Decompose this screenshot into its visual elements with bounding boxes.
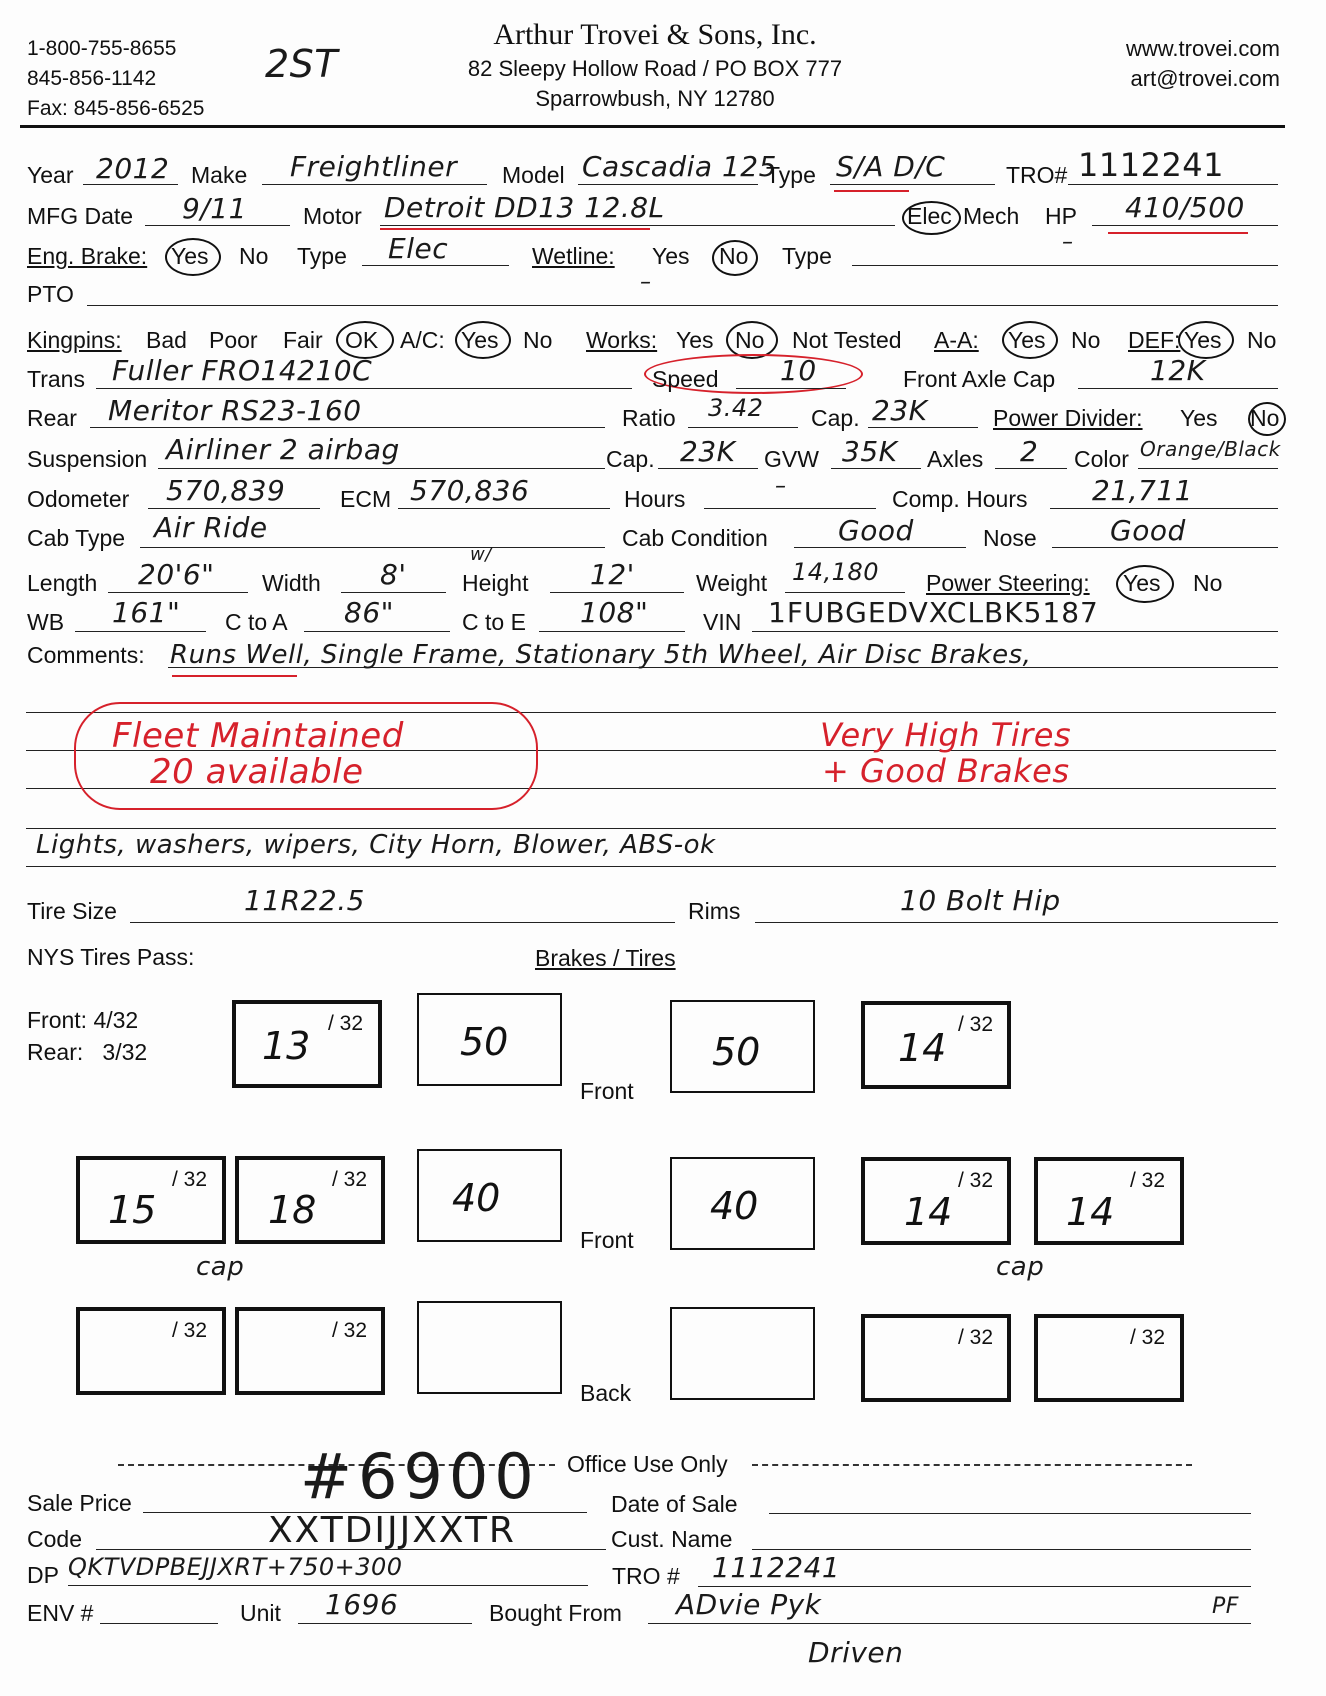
hp-label: HP [1045, 203, 1077, 229]
code-label: Code [27, 1526, 82, 1552]
works-not-tested: Not Tested [792, 327, 902, 353]
vin-value: 1FUBGEDVXCLBK5187 [768, 596, 1099, 629]
color-label: Color [1074, 446, 1129, 472]
trans-value: Fuller FRO14210C [112, 354, 373, 387]
kingpins-label: Kingpins: [27, 327, 122, 353]
email-link[interactable]: art@trovei.com [1130, 66, 1280, 91]
year-label: Year [27, 162, 74, 188]
fax: Fax: 845-856-6525 [27, 97, 205, 120]
axles-label: Axles [927, 446, 984, 472]
mech-label: Mech [963, 203, 1020, 229]
year-value: 2012 [96, 152, 170, 185]
tire-mid-1-value: 15 [108, 1188, 157, 1232]
wb-value: 161" [112, 596, 181, 629]
tire-front-right-value: 14 [898, 1026, 947, 1070]
eng-brake-type-label: Type [297, 243, 347, 269]
mfg-date-value: 9/11 [182, 192, 247, 225]
nose-value: Good [1110, 514, 1186, 547]
hp-value: 410/500 [1125, 191, 1245, 224]
header-divider [20, 125, 1285, 128]
width-label: Width [262, 570, 321, 596]
per32-label: / 32 [172, 1168, 208, 1191]
axles-value: 2 [1020, 435, 1039, 468]
c-to-a-value: 86" [344, 596, 395, 629]
wetline-label: Wetline: [532, 243, 615, 269]
kingpins-fair: Fair [283, 327, 323, 353]
bought-from-value: ADvie Pyk [676, 1588, 822, 1621]
brake-box-back-left [417, 1301, 562, 1394]
comments-line-2: Lights, washers, wipers, City Horn, Blower, ABS-ok [36, 830, 716, 860]
model-value: Cascadia 125 [582, 150, 777, 183]
eng-brake-yes: Yes [171, 243, 209, 269]
suspension-label: Suspension [27, 446, 148, 472]
works-yes: Yes [676, 327, 714, 353]
kingpins-bad: Bad [146, 327, 187, 353]
elec-label: Elec [907, 203, 952, 229]
wb-label: WB [27, 609, 65, 635]
per32-label: / 32 [328, 1012, 364, 1035]
comments-line-1: Runs Well, Single Frame, Stationary 5th Wheel, Air Disc Brakes, [170, 640, 1032, 670]
brake-mid-left-value: 40 [452, 1176, 501, 1220]
hours-value: – [775, 474, 787, 499]
cab-condition-value: Good [838, 514, 914, 547]
pf-note: PF [1212, 1594, 1239, 1619]
height-note: w/ [470, 544, 492, 565]
red-note-20-available: 20 available [150, 752, 364, 792]
ac-yes: Yes [461, 327, 499, 353]
per32-label: / 32 [172, 1319, 208, 1342]
per32-label: / 32 [958, 1169, 994, 1192]
trans-label: Trans [27, 366, 85, 392]
kingpins-poor: Poor [209, 327, 258, 353]
front-axle-cap-label: Front Axle Cap [903, 366, 1056, 392]
website-link[interactable]: www.trovei.com [1125, 36, 1280, 61]
web-block [1126, 34, 1280, 94]
gvw-label: GVW [764, 446, 819, 472]
front-pass-rule: Front: 4/32 [27, 1007, 139, 1033]
front-axle-cap-value: 12K [1150, 354, 1206, 387]
weight-value: 14,180 [792, 558, 879, 586]
cab-condition-label: Cab Condition [622, 525, 768, 551]
aa-no: No [1071, 327, 1101, 353]
c-to-e-value: 108" [580, 596, 649, 629]
brake-front-right-value: 50 [712, 1030, 761, 1074]
tire-size-value: 11R22.5 [244, 884, 365, 917]
power-divider-no: No [1250, 405, 1280, 431]
ratio-label: Ratio [622, 405, 676, 431]
red-note-fleet-maintained: Fleet Maintained [112, 716, 404, 756]
power-divider-label: Power Divider: [993, 405, 1143, 431]
code-value: XXTDIJJXXTR [268, 1510, 516, 1551]
brake-front-left-value: 50 [460, 1020, 509, 1064]
power-steering-yes: Yes [1123, 570, 1161, 596]
speed-value: 10 [780, 354, 817, 387]
per32-label: / 32 [1130, 1169, 1166, 1192]
front-label-1: Front [580, 1078, 634, 1104]
def-label: DEF: [1128, 327, 1181, 353]
eng-brake-label: Eng. Brake: [27, 243, 148, 269]
comp-hours-value: 21,711 [1092, 474, 1193, 507]
weight-label: Weight [696, 570, 768, 596]
odometer-value: 570,839 [166, 474, 286, 507]
wetline-yes: Yes [652, 243, 690, 269]
power-divider-yes: Yes [1180, 405, 1218, 431]
ecm-label: ECM [340, 486, 392, 512]
tire-front-left-value: 13 [262, 1024, 311, 1068]
ac-label: A/C: [400, 327, 445, 353]
sale-price-label: Sale Price [27, 1490, 132, 1516]
dp-value: QKTVDPBEJJXRT+750+300 [68, 1553, 403, 1581]
company-name: Arthur Trovei & Sons, Inc. [493, 18, 817, 51]
works-label: Works: [586, 327, 658, 353]
c-to-a-label: C to A [225, 609, 288, 635]
per32-label: / 32 [332, 1319, 368, 1342]
rear-cap-label: Cap. [811, 405, 860, 431]
height-label: Height [462, 570, 529, 596]
per32-label: / 32 [958, 1013, 994, 1036]
make-value: Freightliner [290, 150, 458, 183]
tro-label: TRO# [1006, 162, 1068, 188]
def-no: No [1247, 327, 1277, 353]
driven-note: Driven [808, 1636, 904, 1669]
height-value: 12' [590, 558, 635, 591]
phone-2: 845-856-1142 [27, 67, 157, 90]
rear-pass-rule: Rear: 3/32 [27, 1039, 148, 1065]
tro-2-value: 1112241 [712, 1551, 841, 1584]
pto-label: PTO [27, 281, 74, 307]
c-to-e-label: C to E [462, 609, 526, 635]
phone-1: 1-800-755-8655 [27, 37, 177, 60]
company-address-1: 82 Sleepy Hollow Road / PO BOX 777 [467, 56, 843, 81]
width-value: 8' [380, 558, 407, 591]
susp-cap-value: 23K [680, 435, 736, 468]
per32-label: / 32 [332, 1168, 368, 1191]
cab-type-value: Air Ride [154, 511, 268, 544]
susp-cap-label: Cap. [606, 446, 655, 472]
ac-no: No [523, 327, 553, 353]
ratio-value: 3.42 [708, 394, 764, 422]
gvw-value: 35K [842, 435, 898, 468]
wetline-type-dash: – [1062, 230, 1074, 255]
unit-value: 1696 [325, 1588, 399, 1621]
brakes-tires-heading: Brakes / Tires [535, 945, 676, 971]
unit-label: Unit [240, 1600, 281, 1626]
company-header [0, 18, 1310, 112]
type-label: Type [766, 162, 816, 188]
make-label: Make [191, 162, 248, 188]
red-note-very-high-tires: Very High Tires [820, 716, 1072, 754]
nys-tires-pass-label: NYS Tires Pass: [27, 944, 195, 970]
speed-label: Speed [652, 366, 719, 392]
comp-hours-label: Comp. Hours [892, 486, 1028, 512]
vin-label: VIN [703, 609, 742, 635]
tire-mid-2-value: 18 [268, 1188, 317, 1232]
works-no: No [735, 327, 765, 353]
kingpins-ok: OK [345, 327, 379, 353]
office-dash-right [752, 1464, 1192, 1466]
power-steering-no: No [1193, 570, 1223, 596]
wetline-type-label: Type [782, 243, 832, 269]
front-label-2: Front [580, 1227, 634, 1253]
motor-label: Motor [303, 203, 362, 229]
rims-label: Rims [688, 898, 741, 924]
office-use-only-label: Office Use Only [567, 1451, 728, 1477]
bought-from-label: Bought From [489, 1600, 622, 1626]
rear-label: Rear [27, 405, 77, 431]
aa-yes: Yes [1008, 327, 1046, 353]
tire-mid-3-value: 14 [904, 1190, 953, 1234]
brake-box-back-right [670, 1307, 815, 1400]
tire-size-label: Tire Size [27, 898, 117, 924]
cust-name-label: Cust. Name [611, 1526, 733, 1552]
length-value: 20'6" [138, 558, 215, 591]
rear-cap-value: 23K [872, 394, 928, 427]
cap-note-left: cap [196, 1252, 245, 1282]
tire-mid-4-value: 14 [1066, 1190, 1115, 1234]
eng-brake-no: No [239, 243, 269, 269]
comments-label: Comments: [27, 642, 145, 668]
color-value: Orange/Black [1140, 437, 1281, 461]
pto-dash: – [640, 270, 652, 295]
cap-note-right: cap [996, 1252, 1045, 1282]
eng-brake-type-value: Elec [388, 232, 449, 265]
per32-label: / 32 [958, 1326, 994, 1349]
cab-type-label: Cab Type [27, 525, 126, 551]
def-yes: Yes [1184, 327, 1222, 353]
motor-value: Detroit DD13 12.8L [384, 191, 665, 224]
back-label: Back [580, 1380, 632, 1406]
rims-value: 10 Bolt Hip [900, 884, 1061, 917]
wetline-no: No [719, 243, 749, 269]
suspension-value: Airliner 2 airbag [166, 433, 400, 466]
company-address-2: Sparrowbush, NY 12780 [535, 86, 775, 111]
red-note-good-brakes: + Good Brakes [822, 752, 1070, 790]
ecm-value: 570,836 [410, 474, 530, 507]
nose-label: Nose [983, 525, 1037, 551]
model-label: Model [502, 162, 565, 188]
hours-label: Hours [624, 486, 686, 512]
rear-value: Meritor RS23-160 [108, 394, 362, 427]
mfg-date-label: MFG Date [27, 203, 134, 229]
dp-label: DP [27, 1562, 59, 1588]
handwritten-code: 2ST [265, 42, 339, 86]
brake-mid-right-value: 40 [710, 1184, 759, 1228]
sale-price-value: #6900 [300, 1440, 540, 1513]
power-steering-label: Power Steering: [926, 570, 1090, 596]
length-label: Length [27, 570, 98, 596]
per32-label: / 32 [1130, 1326, 1166, 1349]
env-label: ENV # [27, 1600, 94, 1626]
aa-label: A-A: [934, 327, 979, 353]
tro-2-label: TRO # [612, 1563, 680, 1589]
odometer-label: Odometer [27, 486, 130, 512]
tro-value: 1112241 [1078, 146, 1225, 184]
type-value: S/A D/C [836, 150, 946, 183]
date-of-sale-label: Date of Sale [611, 1491, 738, 1517]
